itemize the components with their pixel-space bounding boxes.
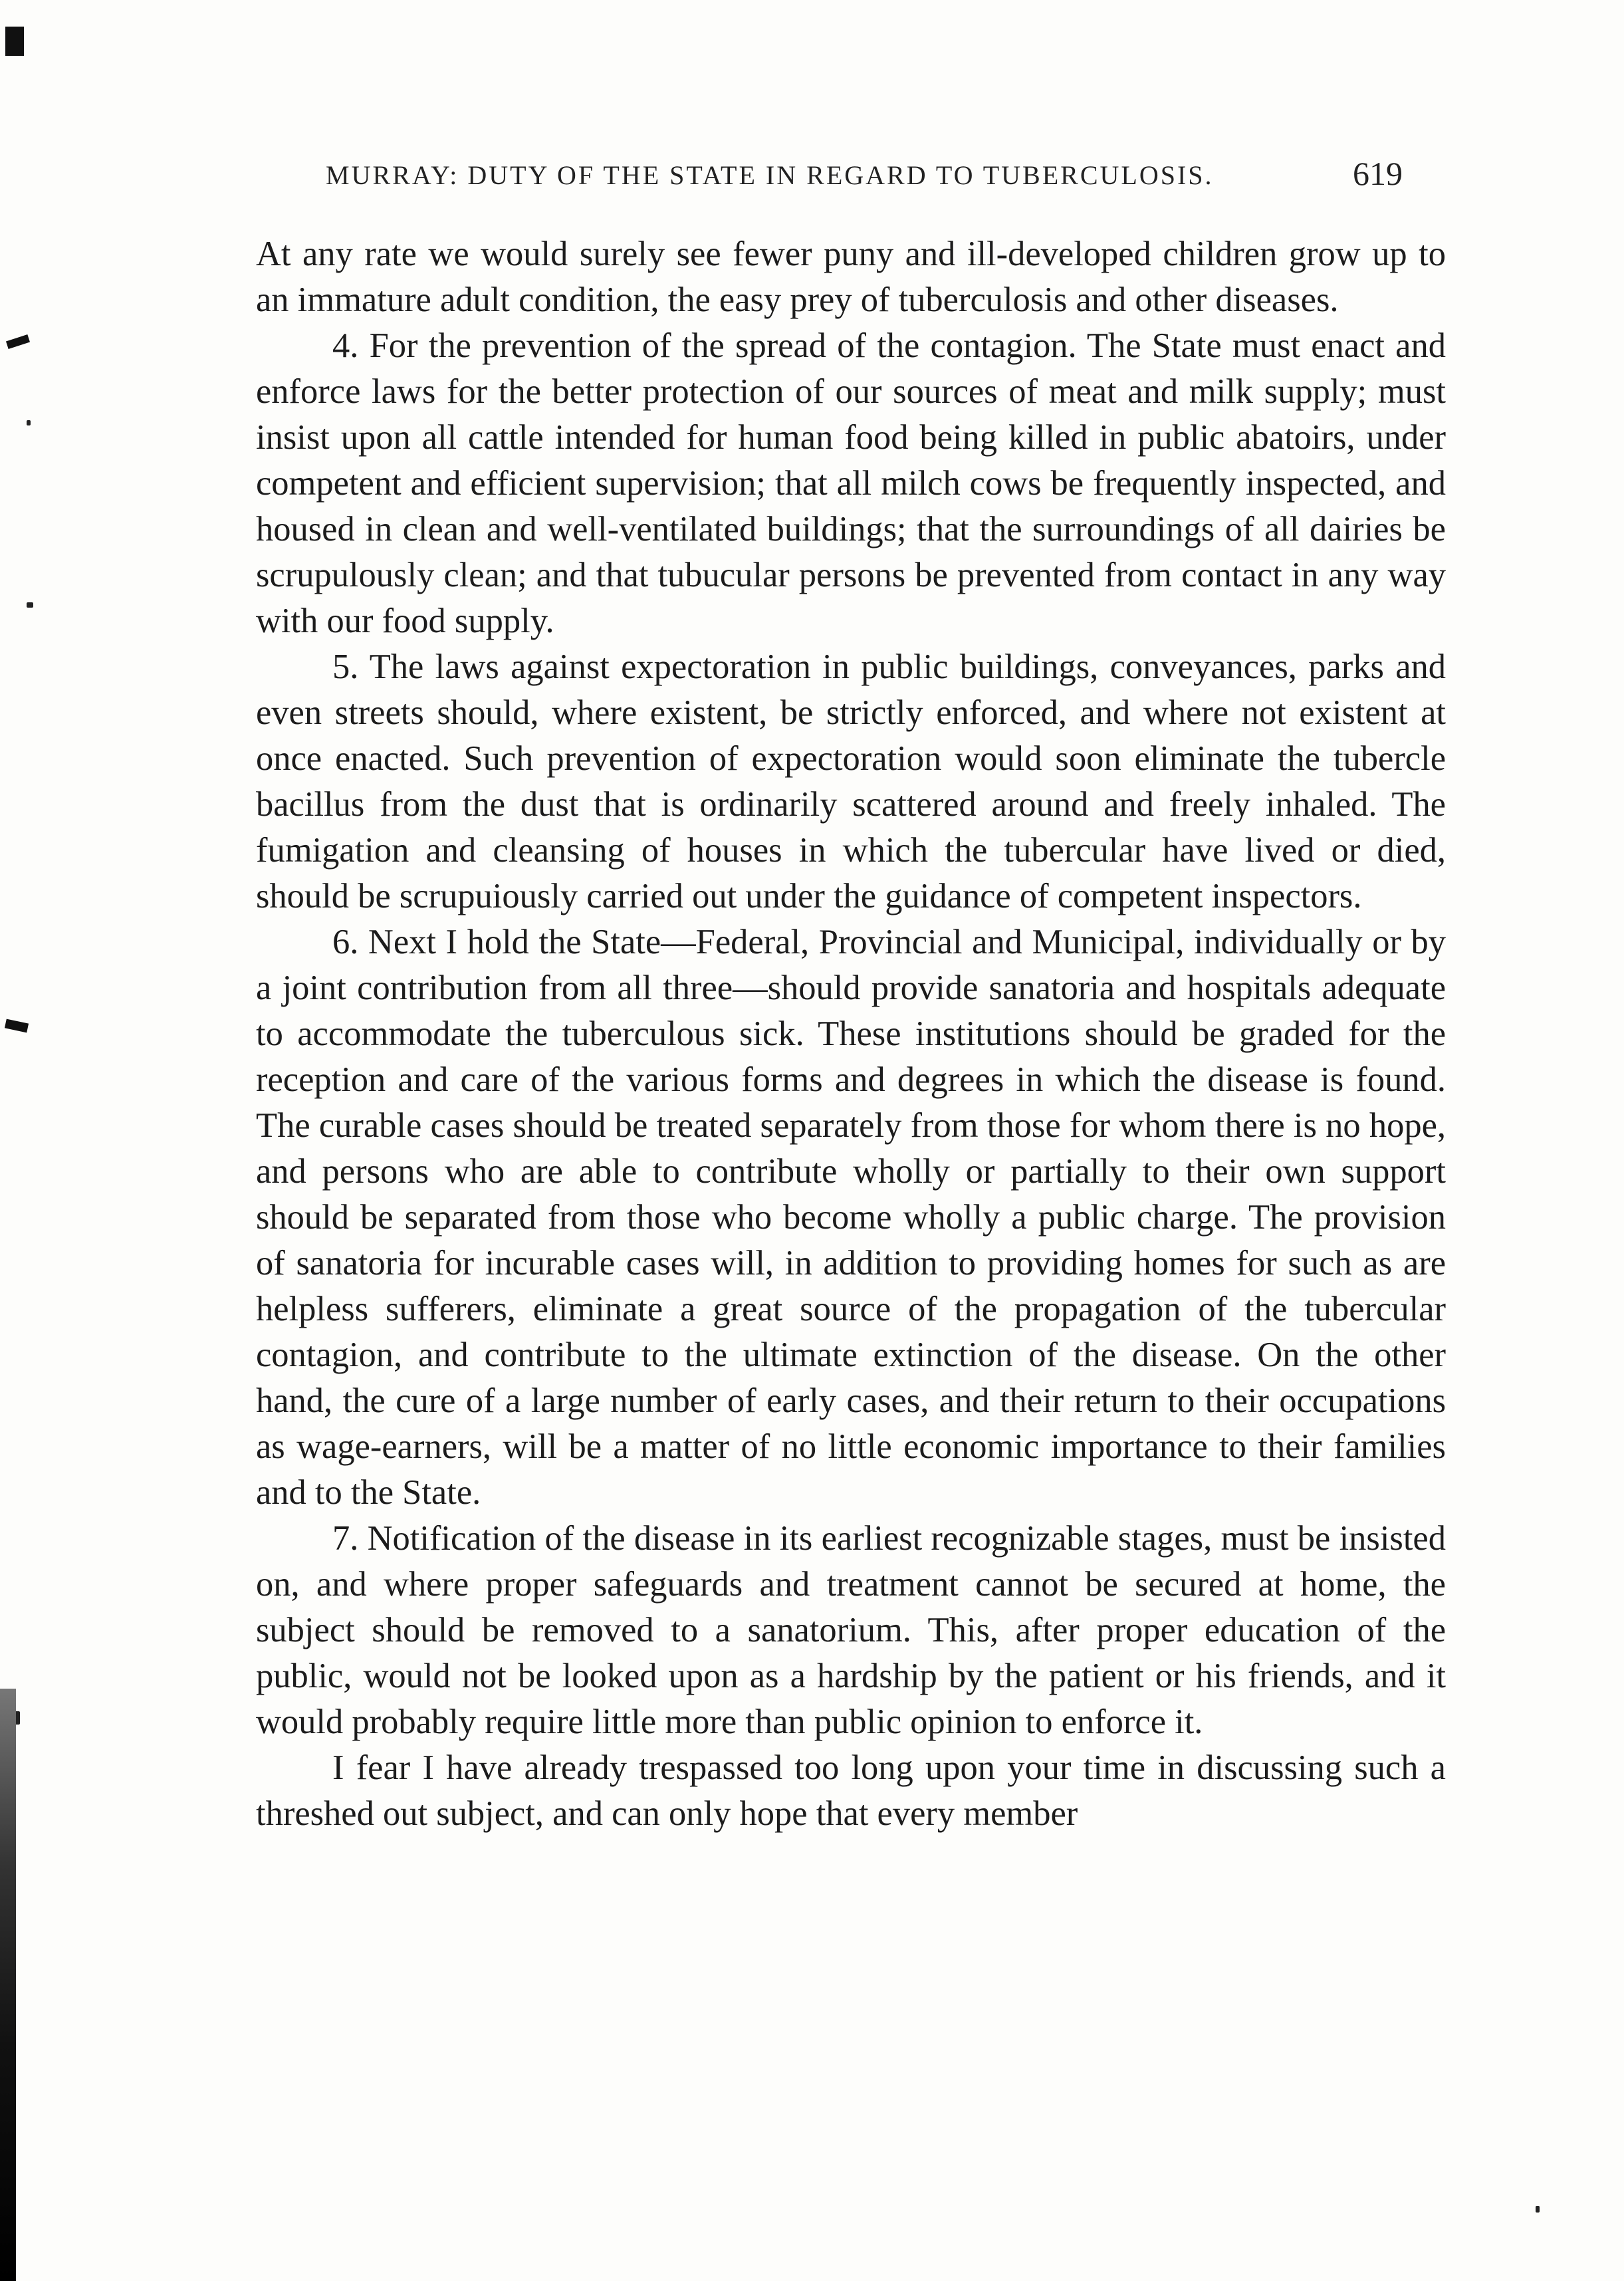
paragraph-item-7: 7. Notification of the disease in its earliest recognizable stages, must be insisted on, and where proper safeguards and treatment cannot be secured at home, the subject should be removed to a sanatorium. This, after proper education of the public, would not be looked upon as a hardship by the patient or his friends, and it would probably require little more than public opinion to enforce it. [256, 1519, 1446, 1741]
paragraph-item-5: 5. The laws against expectoration in public buildings, conveyances, parks and even streets should, where existent, be strictly enforced, and where not existent at once enacted. Such prevention of expectoration would soon eliminate the tubercle bacillus from the dust that is ordinarily scattered around and freely inhaled. The fumigation and cleansing of houses in which the tubercular have lived or died, should be scrupuiously carried out under the guidance of competent inspectors. [256, 648, 1446, 915]
running-head: MURRAY: DUTY OF THE STATE IN REGARD TO TUBERCULOSIS. [326, 160, 1214, 190]
paragraph-item-4: 4. For the prevention of the spread of the contagion. The State must enact and enforce laws for the better protection of our sources of meat and milk supply; must insist upon all cattle intended for human food being killed in public abatoirs, under competent and efficient supervision; that all milch cows be frequently inspected, and housed in clean and well-ventilated buildings; that the surroundings of all dairies be scrupulously clean; and that tubucular persons be prevented from contact in any way with our food supply. [256, 326, 1446, 640]
scan-speck [27, 602, 33, 608]
scan-edge-shadow [0, 1689, 16, 2281]
scan-speck [1536, 2206, 1540, 2213]
body-text [256, 231, 1446, 1837]
paragraph: At any rate we would surely see fewer puny and ill-developed children grow up to an immature adult condition, the easy prey of tuberculosis and other diseases. [256, 235, 1446, 319]
scan-mark [6, 334, 30, 349]
paragraph-closing: I fear I have already trespassed too long upon your time in discussing such a threshed out subject, and can only hope that every member [256, 1748, 1446, 1833]
paragraph-item-6: 6. Next I hold the State—Federal, Provincial and Municipal, individually or by a joint contribution from all three—should provide sanatoria and hospitals adequate to accommodate the tuberculous sick. These institutions should be graded for the reception and care of the various forms and degrees in which the disease is found. The curable cases should be treated separately from those for whom there is no hope, and persons who are able to contribute wholly or partially to their own support should be separated from those who become wholly a public charge. The provision of sanatoria for incurable cases will, in addition to providing homes for such as are helpless sufferers, eliminate a great source of the propagation of the tubercular contagion, and contribute to the ultimate extinction of the disease. On the other hand, the cure of a large number of early cases, and their return to their occupations as wage-earners, will be a matter of no little economic importance to their families and to the State. [256, 923, 1446, 1512]
scan-mark [5, 1019, 29, 1033]
page-number: 619 [1353, 155, 1403, 192]
scan-speck [27, 420, 31, 425]
scan-mark-top [5, 27, 24, 56]
